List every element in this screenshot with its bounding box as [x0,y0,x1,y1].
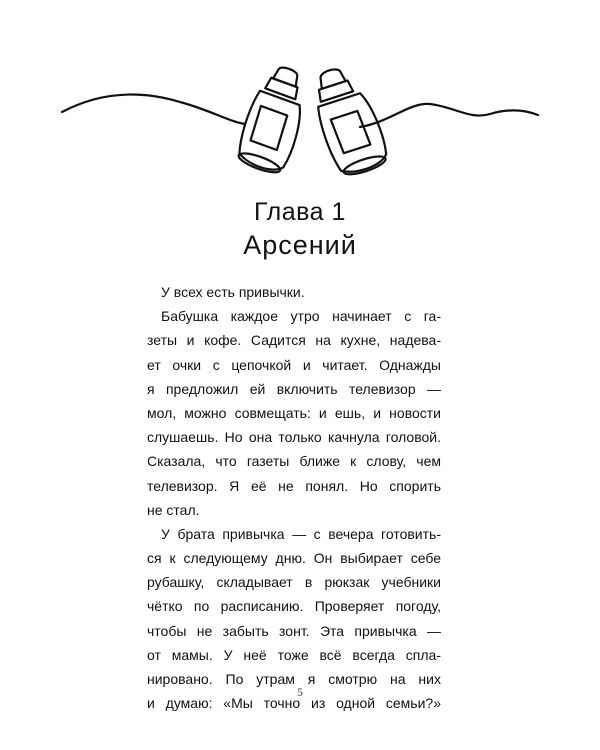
text-line: я предложил ей включить телевизор — [147,380,441,397]
chapter-label: Глава 1 [254,198,346,226]
text-line: нировано. По утрам я смотрю на них [147,671,441,687]
text-line: телевизор. Я её не понял. Но спорить [147,477,441,494]
text-line: чётко по расписанию. Проверяет погоду, [147,598,441,615]
text-line: У всех есть привычки. [161,284,305,300]
body-text [147,280,441,715]
text-line: не стал. [147,501,200,518]
text-line: слушаешь. Но она только качнула головой. [147,429,441,446]
text-line: ет очки с цепочкой и читает. Однажды [147,356,441,373]
chapter-heading [0,196,600,262]
text-line: рубашку, складывает в рюкзак учебники [147,574,441,591]
text-line: и думаю: «Мы точно из одной семьи?» [147,695,441,712]
text-line: У брата привычка — с вечера готовить- [161,525,441,542]
text-line: от мамы. У неё тоже всё всегда спла- [147,646,441,663]
bottles-line-drawing-icon [60,52,540,192]
chapter-title: Арсений [243,230,357,260]
text-line: чтобы не забыть зонт. Эта привычка — [147,622,441,639]
text-line: мол, можно совмещать: и ешь, и новости [147,404,441,421]
page-number: 5 [297,685,303,699]
text-line: ся к следующему дню. Он выбирает себе [147,550,441,567]
text-line: Сказала, что газеты ближе к слову, чем [147,453,441,470]
text-line: Бабушка каждое утро начинает с га- [161,308,441,325]
text-line: зеты и кофе. Садится на кухне, надева- [147,332,441,349]
